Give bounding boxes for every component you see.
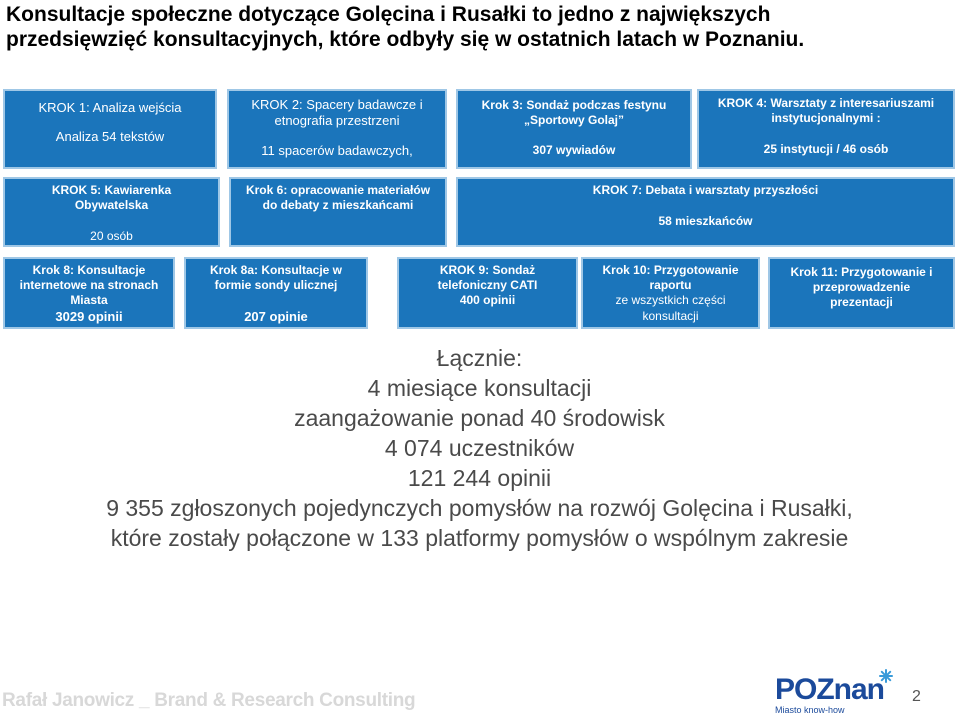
- step-10-heading-2: raportu: [649, 278, 692, 292]
- step-10-box: [581, 257, 760, 329]
- step-2-box: [227, 89, 447, 169]
- step-6-heading-2: do debaty z mieszkańcami: [262, 198, 414, 212]
- step-1-box: [3, 89, 217, 169]
- step-9-box: [397, 257, 578, 329]
- step-8-heading-2: internetowe na stronach: [19, 278, 159, 292]
- step-8-box: [3, 257, 175, 329]
- logo-star-icon: [879, 669, 893, 683]
- step-2-value: 11 spacerów badawczych,: [261, 143, 413, 158]
- step-5-heading-1: KROK 5: Kawiarenka: [51, 183, 172, 197]
- step-10-heading-3: ze wszystkich części: [615, 293, 726, 307]
- step-3-heading-1: Krok 3: Sondaż podczas festynu: [481, 98, 667, 112]
- step-7-value: 58 mieszkańców: [658, 214, 753, 228]
- step-11-heading-2: przeprowadzenie: [812, 280, 911, 294]
- logo-tagline: Miasto know-how: [775, 705, 845, 715]
- step-6-box: [229, 177, 447, 247]
- step-9-heading-2: telefoniczny CATI: [437, 278, 538, 292]
- summary-block: [0, 343, 959, 553]
- step-8a-heading-2: formie sondy ulicznej: [214, 278, 338, 292]
- title-line-2: przedsięwzięć konsultacyjnych, które odbyły się w ostatnich latach w Poznaniu.: [6, 28, 805, 51]
- summary-duration: 4 miesiące konsultacji: [367, 375, 592, 401]
- step-11-heading-1: Krok 11: Przygotowanie i: [790, 265, 933, 279]
- step-7-box: [456, 177, 955, 247]
- step-1-value: Analiza 54 tekstów: [55, 129, 165, 144]
- step-4-value: 25 instytucji / 46 osób: [763, 142, 889, 156]
- step-11-heading-3: prezentacji: [830, 295, 893, 309]
- step-3-box: [456, 89, 692, 169]
- summary-ideas: 9 355 zgłoszonych pojedynczych pomysłów na rozwój Golęcina i Rusałki,: [106, 495, 853, 521]
- summary-environments: zaangażowanie ponad 40 środowisk: [294, 405, 665, 431]
- step-1-heading: KROK 1: Analiza wejścia: [38, 100, 182, 115]
- step-6-heading-1: Krok 6: opracowanie materiałów: [245, 183, 431, 197]
- title-line-1: Konsultacje społeczne dotyczące Golęcina i Rusałki to jedno z największych: [6, 3, 771, 26]
- step-10-heading-4: konsultacji: [642, 309, 699, 323]
- step-8a-heading-1: Krok 8a: Konsultacje w: [209, 263, 343, 277]
- step-5-heading-2: Obywatelska: [74, 198, 149, 212]
- step-2-heading-2: etnografia przestrzeni: [274, 113, 400, 128]
- page-number: 2: [912, 688, 921, 705]
- step-9-value: 400 opinii: [459, 293, 516, 307]
- step-9-heading-1: KROK 9: Sondaż: [439, 263, 536, 277]
- poznan-logo: [775, 673, 895, 717]
- step-8a-box: [184, 257, 368, 329]
- step-3-value: 307 wywiadów: [532, 143, 616, 157]
- step-5-value: 20 osób: [90, 229, 133, 243]
- step-4-box: [697, 89, 955, 169]
- step-4-heading-1: KROK 4: Warsztaty z interesariuszami: [717, 96, 935, 110]
- step-11-box: [768, 257, 955, 329]
- step-8-heading-3: Miasta: [70, 293, 108, 307]
- summary-opinions: 121 244 opinii: [407, 465, 552, 491]
- step-4-heading-2: instytucjonalnymi :: [771, 111, 881, 125]
- slide-title: [6, 2, 946, 52]
- footer-credit: Rafał Janowicz _ Brand & Research Consulting: [2, 690, 416, 711]
- step-7-heading: KROK 7: Debata i warsztaty przyszłości: [592, 183, 819, 197]
- summary-platforms: które zostały połączone w 133 platformy pomysłów o wspólnym zakresie: [110, 525, 849, 551]
- step-2-heading-1: KROK 2: Spacery badawcze i: [251, 97, 423, 112]
- logo-wordmark: POZnan: [775, 673, 885, 706]
- step-8a-value: 207 opinie: [244, 309, 308, 324]
- summary-participants: 4 074 uczestników: [384, 435, 575, 461]
- step-8-value: 3029 opinii: [55, 309, 123, 324]
- step-3-heading-2: „Sportowy Golaj”: [523, 113, 624, 127]
- step-10-heading-1: Krok 10: Przygotowanie: [602, 263, 739, 277]
- step-8-heading-1: Krok 8: Konsultacje: [32, 263, 146, 277]
- summary-total-label: Łącznie:: [436, 345, 523, 371]
- step-5-box: [3, 177, 220, 247]
